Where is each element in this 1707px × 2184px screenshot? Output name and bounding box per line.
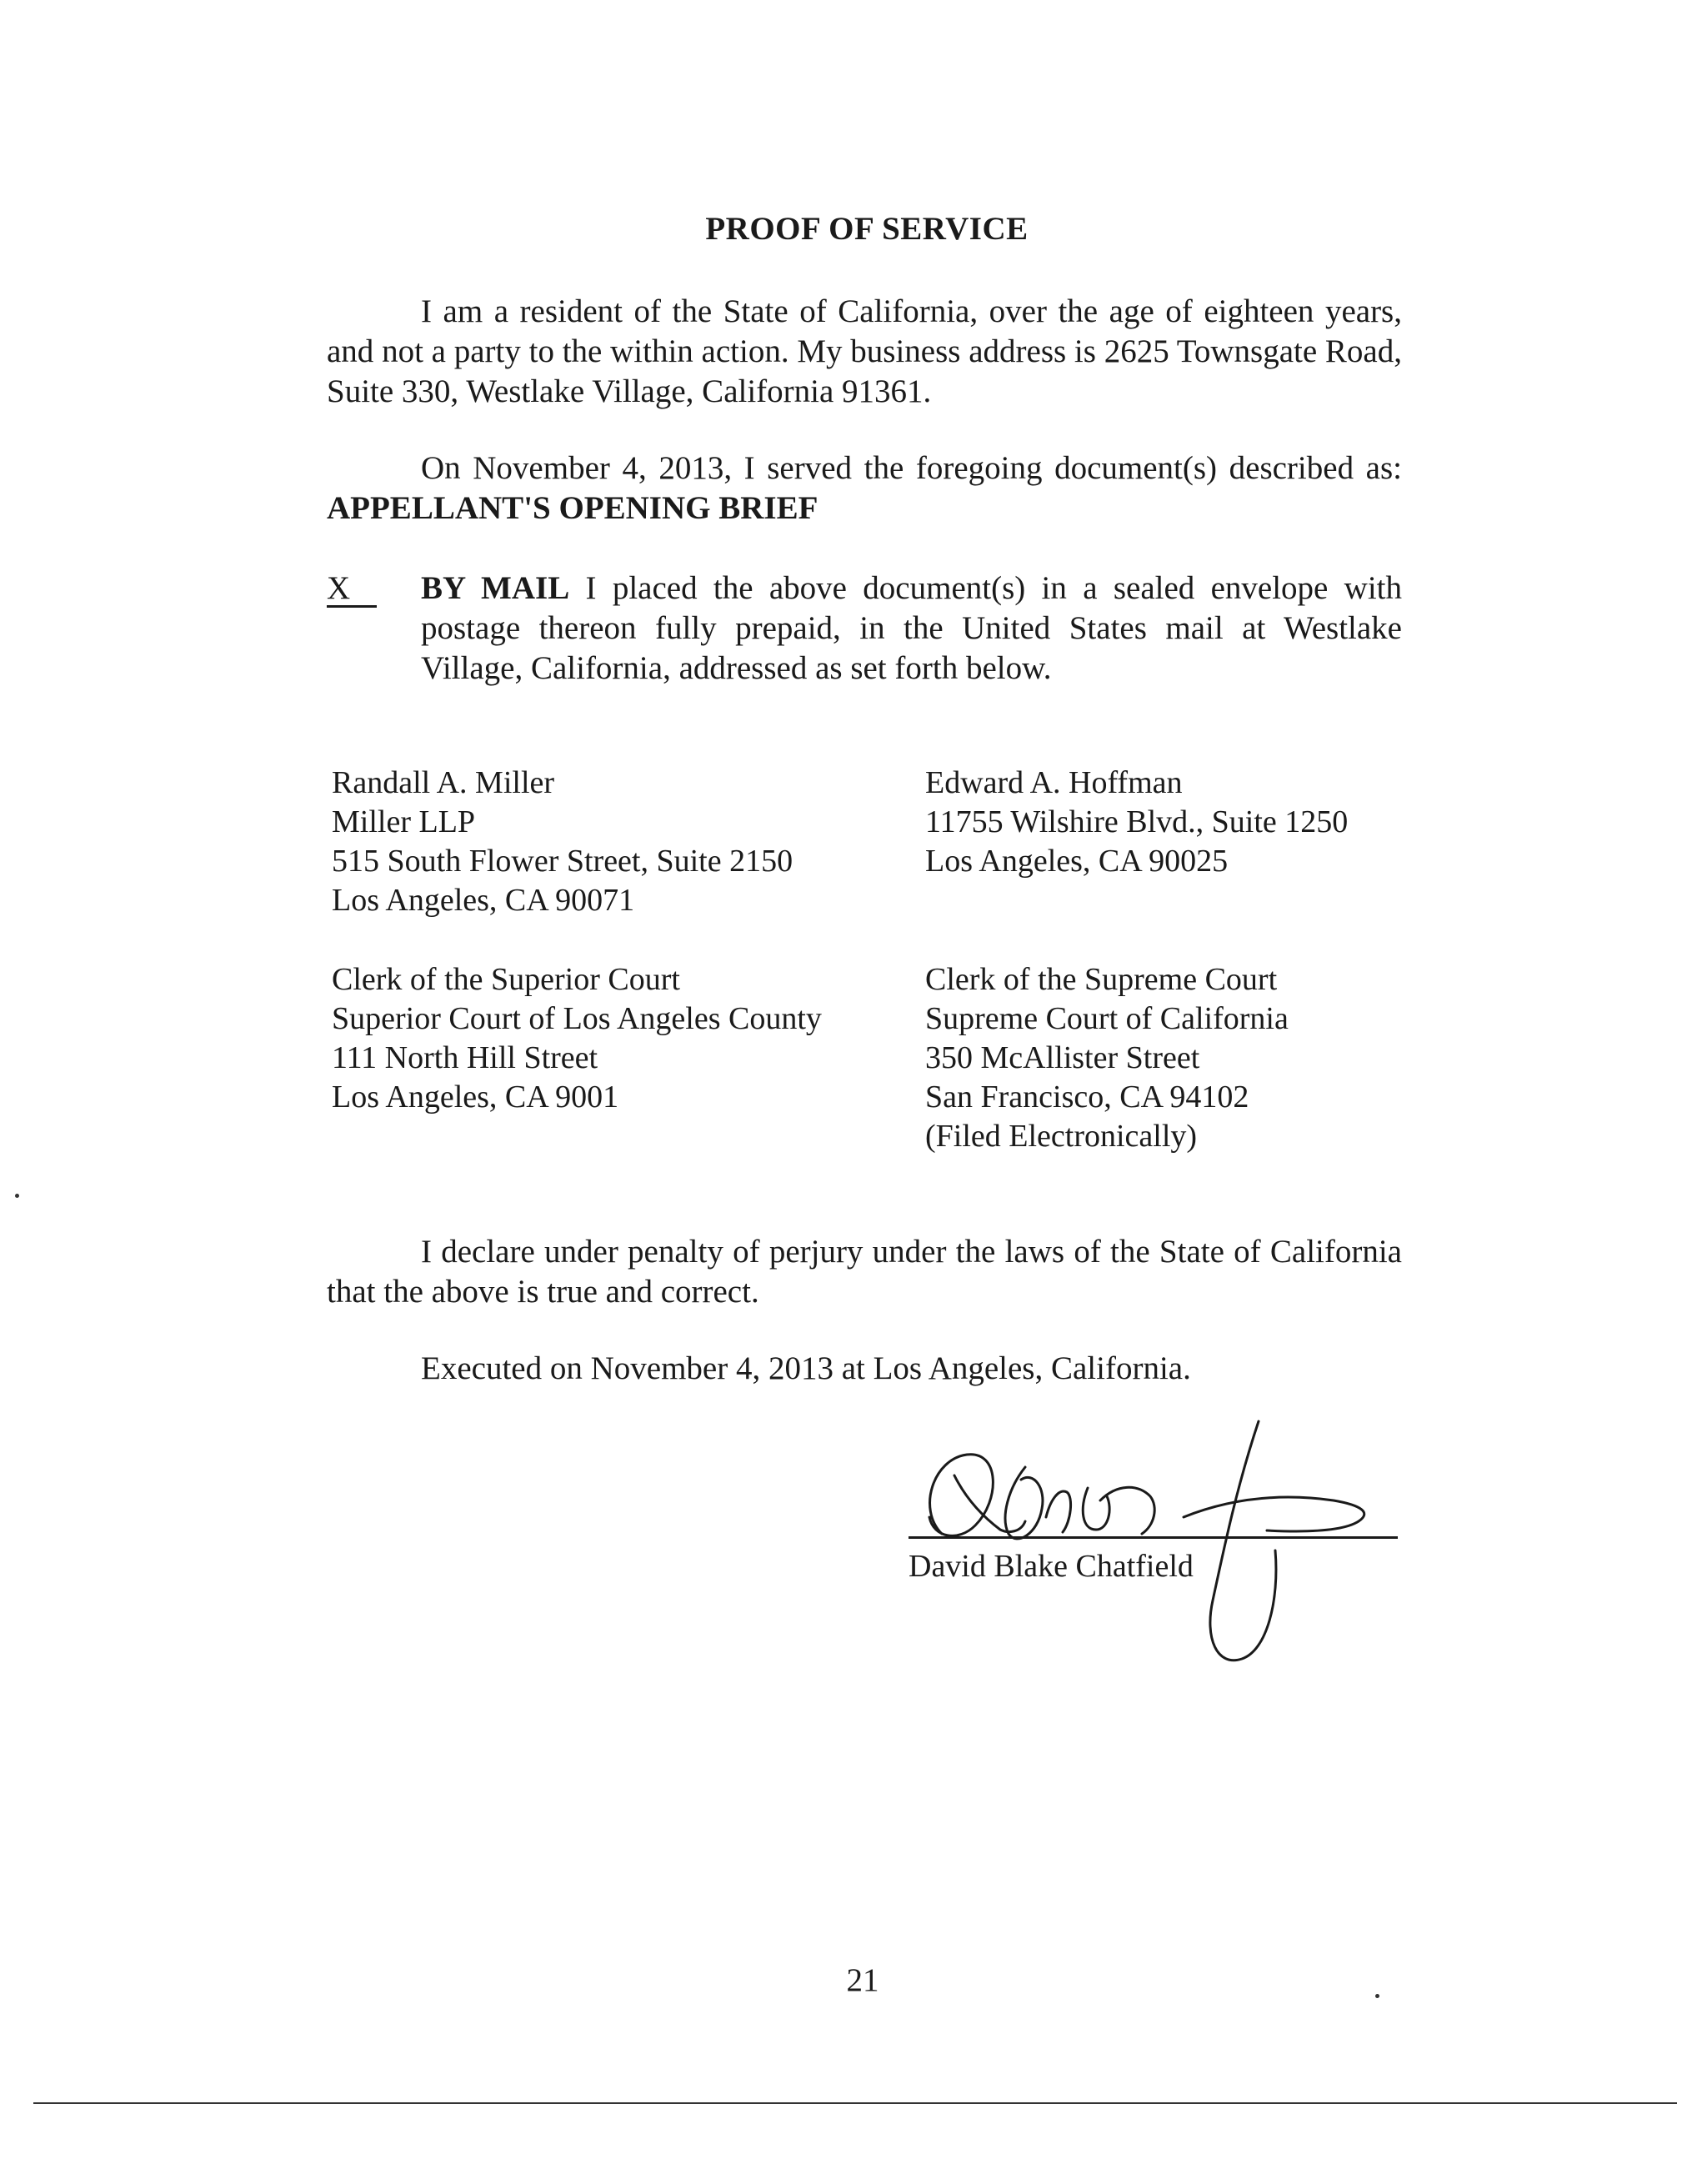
address-line: San Francisco, CA 94102	[925, 1079, 1249, 1115]
service-statement	[327, 448, 1402, 528]
signature-line	[909, 1536, 1398, 1539]
service-statement-text: On November 4, 2013, I served the foregoing document(s) described as:	[421, 450, 1402, 486]
address-line: Superior Court of Los Angeles County	[332, 1001, 822, 1036]
address-line: Los Angeles, CA 9001	[332, 1079, 619, 1115]
address-block	[925, 764, 1348, 881]
page-bottom-rule	[33, 2102, 1677, 2104]
service-method-description	[421, 569, 1402, 689]
address-block	[925, 960, 1289, 1156]
page-number: 21	[846, 1962, 879, 1998]
service-method-label: BY MAIL	[421, 570, 570, 606]
address-block	[332, 960, 822, 1117]
address-line: (Filed Electronically)	[925, 1119, 1198, 1154]
address-line: Clerk of the Supreme Court	[925, 962, 1278, 997]
address-line: 111 North Hill Street	[332, 1040, 598, 1075]
address-line: Randall A. Miller	[332, 765, 555, 800]
address-line: Edward A. Hoffman	[925, 765, 1183, 800]
address-line: Los Angeles, CA 90025	[925, 844, 1229, 879]
address-line: Miller LLP	[332, 804, 476, 839]
service-method-checkmark: X	[327, 569, 377, 608]
address-line: Clerk of the Superior Court	[332, 962, 680, 997]
scan-speck	[15, 1194, 19, 1198]
execution-statement: Executed on November 4, 2013 at Los Angeles, California.	[421, 1350, 1191, 1386]
served-document-title: APPELLANT'S OPENING BRIEF	[327, 490, 818, 526]
perjury-declaration: I declare under penalty of perjury under the laws of the State of California that the above is true and correct.	[327, 1234, 1402, 1310]
address-line: Supreme Court of California	[925, 1001, 1289, 1036]
document-title: PROOF OF SERVICE	[705, 211, 1029, 247]
handwritten-signature	[909, 1409, 1409, 1676]
address-line: Los Angeles, CA 90071	[332, 883, 635, 918]
address-line: 350 McAllister Street	[925, 1040, 1200, 1075]
scan-speck	[1375, 1994, 1379, 1998]
address-line: 515 South Flower Street, Suite 2150	[332, 844, 793, 879]
service-method-text: I placed the above document(s) in a sealed envelope with postage thereon fully prepaid, in the United States mail at Westlake Village, California, addressed as set forth below.	[421, 570, 1402, 686]
signatory-name: David Blake Chatfield	[909, 1549, 1194, 1584]
residency-statement: I am a resident of the State of California, over the age of eighteen years, and not a party to the within action. My business address is 2625 Townsgate Road, Suite 330, Westlake Village, California 91361.	[327, 293, 1402, 409]
address-line: 11755 Wilshire Blvd., Suite 1250	[925, 804, 1349, 839]
address-block	[332, 764, 793, 920]
